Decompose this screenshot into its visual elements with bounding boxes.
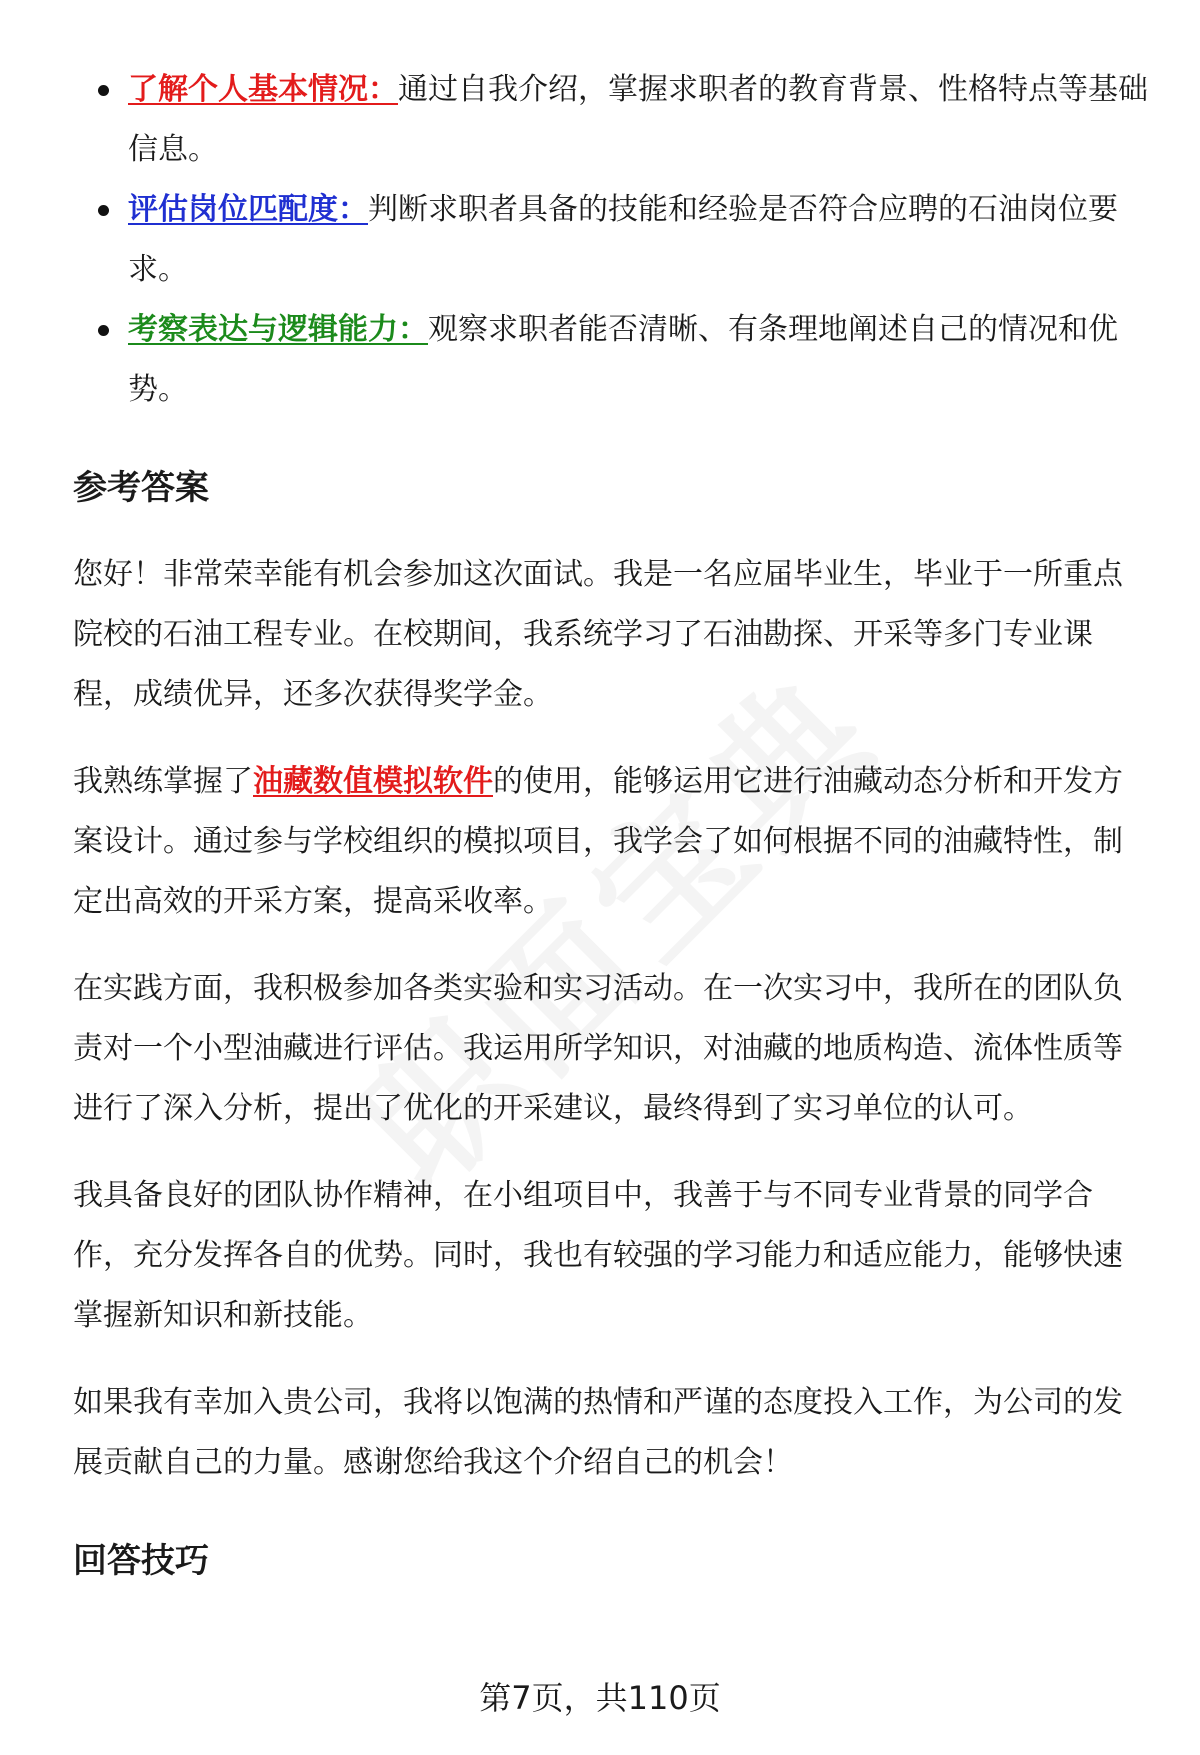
page-number: 第7页，共110页 [479,1679,721,1717]
bullet-text: 判断求职者具备的技能和经验是否符合应聘的石油岗位要求。 [128,192,1118,287]
answer-text: 的使用，能够运用它进行油藏动态分析和开发方案设计。通过参与学校组织的模拟项目，我学会了如何根据不同的油藏特性，制定出高效的开采方案，提高采收率。 [73,764,1123,919]
bullet-keyword: 了解个人基本情况： [128,72,398,107]
answer-text: 我熟练掌握了 [73,764,253,799]
answer-paragraph-teamwork: 我具备良好的团队协作精神，在小组项目中，我善于与不同专业背景的同学合作，充分发挥各自的优势。同时，我也有较强的学习能力和适应能力，能够快速掌握新知识和新技能。 [73,1178,1123,1333]
answer-paragraph-closing: 如果我有幸加入贵公司，我将以饱满的热情和严谨的态度投入工作，为公司的发展贡献自己的力量。感谢您给我这个介绍自己的机会！ [73,1385,1123,1480]
bullet-item-expression-logic [73,300,1148,420]
bullet-keyword: 评估岗位匹配度： [128,192,368,227]
bullet-text: 通过自我介绍，掌握求职者的教育背景、性格特点等基础信息。 [128,72,1148,167]
document-content [73,60,1148,1591]
highlight-keyword: 油藏数值模拟软件 [253,764,493,799]
section-title-answer-tips: 回答技巧 [73,1541,209,1581]
bullet-item-job-match [73,180,1148,300]
bullet-dot-icon [98,205,109,216]
answer-paragraph-skills [73,752,1148,932]
bullet-keyword: 考察表达与逻辑能力： [128,312,428,347]
bullet-item-basic-info [73,60,1148,180]
bullet-dot-icon [98,85,109,96]
bullet-text: 观察求职者能否清晰、有条理地阐述自己的情况和优势。 [128,312,1118,407]
bullet-dot-icon [98,325,109,336]
bullet-list [73,60,1148,420]
answer-paragraph-practice: 在实践方面，我积极参加各类实验和实习活动。在一次实习中，我所在的团队负责对一个小型油藏进行评估。我运用所学知识，对油藏的地质构造、流体性质等进行了深入分析，提出了优化的开采建议，最终得到了实习单位的认可。 [73,971,1123,1126]
answer-paragraph-intro: 您好！非常荣幸能有机会参加这次面试。我是一名应届毕业生，毕业于一所重点院校的石油工程专业。在校期间，我系统学习了石油勘探、开采等多门专业课程，成绩优异，还多次获得奖学金。 [73,557,1123,712]
section-title-reference-answer: 参考答案 [73,468,209,508]
